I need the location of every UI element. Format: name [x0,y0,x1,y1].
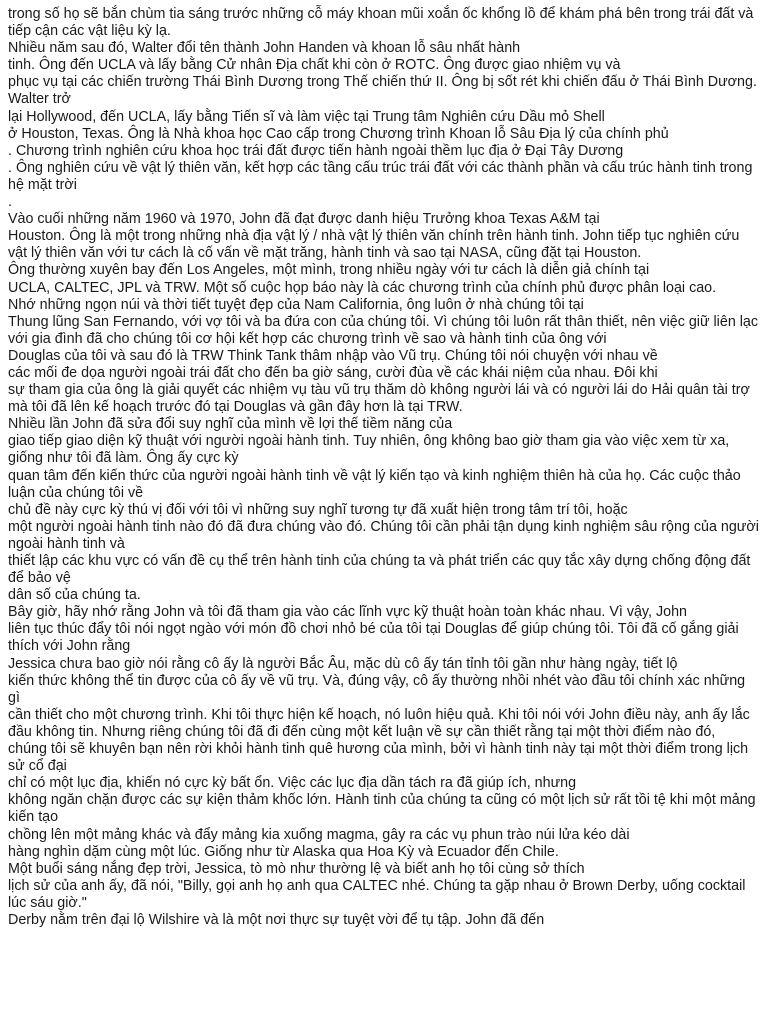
text-line: Nhiều năm sau đó, Walter đổi tên thành John Handen và khoan lỗ sâu nhất hành [8,40,521,57]
text-line: lịch sử của anh ấy, đã nói, "Billy, gọi anh họ anh qua CALTEC nhé. Chúng ta gặp nhau ở Brown Derby, uống cocktail lúc sáu giờ." [8,877,746,911]
text-line: Derby nằm trên đại lộ Wilshire và là một nơi thực sự tuyệt vời để tụ tập. John đã đến [8,911,545,928]
text-line: . Ông nghiên cứu về vật lý thiên văn, kết hợp các tầng cấu trúc trái đất với các thành phần và cấu trúc hành tinh trong hệ mặt trời [8,159,753,193]
text-line: không ngăn chặn được các sự kiện thảm khốc lớn. Hành tinh của chúng ta cũng có một lịch sử rất tồi tệ khi một mảng kiến tạo [8,792,756,826]
text-line: thiết lập các khu vực có vấn đề cụ thể trên hành tinh của chúng ta và phát triển các quy tắc xây dựng chống động đất để bảo vệ [8,553,751,587]
text-line: các mối đe dọa người ngoài trái đất cho đến ba giờ sáng, cười đùa về các khái niệm của nhau. Đôi khi [8,364,658,381]
text-line: kiến thức không thể tin được của cô ấy về vũ trụ. Và, đúng vậy, cô ấy thường nhồi nhét vào đầu tôi chính xác những gì [8,672,746,706]
text-line: giao tiếp giao diện kỹ thuật với người ngoài hành tinh. Tuy nhiên, ông không bao giờ tham gia vào việc xem từ xa, giống như tôi đã làm. Ông ấy cực kỳ [8,433,730,467]
text-line: Nhớ những ngọn núi và thời tiết tuyệt đẹp của Nam California, ông luôn ở nhà chúng tôi tại [8,296,584,313]
text-line: UCLA, CALTEC, JPL và TRW. Một số cuộc họp báo này là các chương trình của chính phủ được phân loại cao. [8,279,717,296]
text-line: liên tục thúc đẩy tôi nói ngọt ngào với món đồ chơi nhỏ bé của tôi tại Douglas để giúp chúng tôi. Tôi đã cố gắng giải thích với John rằng [8,621,739,655]
text-line: Ông thường xuyên bay đến Los Angeles, một mình, trong nhiều ngày với tư cách là diễn giả chính tại [8,262,650,279]
text-line: đầu không tin. Nhưng riêng chúng tôi đã đi đến cùng một kết luận về sự cần thiết rằng tại một thời điểm nào đó, [8,723,716,740]
text-line: một người ngoài hành tinh nào đó đã đưa chúng vào đó. Chúng tôi cần phải tận dụng kinh nghiệm sâu rộng của người ngoài hành tinh và [8,518,759,552]
text-line: mà tôi đã lên kế hoạch trước đó tại Douglas và gần đây hơn là tại TRW. [8,399,463,416]
text-line: phục vụ tại các chiến trường Thái Bình Dương trong Thế chiến thứ II. Ông bị sốt rét khi chiến đấu ở Thái Bình Dương. Walter trở [8,74,757,108]
text-line: Nhiều lần John đã sửa đổi suy nghĩ của mình về lợi thế tiềm năng của [8,416,453,433]
text-line: chúng tôi sẽ khuyên bạn nên rời khỏi hành tinh quê hương của mình, bởi vì hành tinh này tại một thời điểm trong lịch sử cổ đại [8,741,749,775]
text-line: Jessica chưa bao giờ nói rằng cô ấy là người Bắc Âu, mặc dù cô ấy tán tỉnh tôi gần như hàng ngày, tiết lộ [8,655,678,672]
text-line: hàng nghìn dặm cùng một lúc. Giống như từ Alaska qua Hoa Kỳ và Ecuador đến Chile. [8,843,559,860]
text-line: chồng lên một mảng khác và đẩy mảng kia xuống magma, gây ra các vụ phun trào núi lửa kéo dài [8,826,630,843]
text-line: chủ đề này cực kỳ thú vị đối với tôi vì những suy nghĩ tương tự đã xuất hiện trong tâm trí tôi, hoặc [8,501,628,518]
text-line: tinh. Ông đến UCLA và lấy bằng Cử nhân Địa chất khi còn ở ROTC. Ông được giao nhiệm vụ và [8,57,621,74]
text-line: . Chương trình nghiên cứu khoa học trái đất được tiến hành ngoài thềm lục địa ở Đại Tây Dương [8,142,624,159]
text-line: lại Hollywood, đến UCLA, lấy bằng Tiến sĩ và làm việc tại Trung tâm Nghiên cứu Dầu mỏ Shell [8,108,605,125]
text-line: . [8,194,12,211]
text-line: dân số của chúng ta. [8,587,141,604]
text-line: Douglas của tôi và sau đó là TRW Think Tank thâm nhập vào Vũ trụ. Chúng tôi nói chuyện với nhau về [8,347,658,364]
text-line: Bây giờ, hãy nhớ rằng John và tôi đã tham gia vào các lĩnh vực kỹ thuật hoàn toàn khác nhau. Vì vậy, John [8,604,687,621]
text-line: sự tham gia của ông là giải quyết các nhiệm vụ tàu vũ trụ thăm dò không người lái và có người lái do Hải quân tài trợ [8,382,750,399]
text-line: quan tâm đến kiến thức của người ngoài hành tinh về vật lý kiến tạo và kinh nghiệm thiên hà của họ. Các cuộc thảo luận của chúng tôi về [8,467,741,501]
text-line: cần thiết cho một chương trình. Khi tôi thực hiện kế hoạch, nó luôn hiệu quả. Khi tôi nói với John điều này, anh ấy lắc [8,706,750,723]
text-line: trong số họ sẽ bắn chùm tia sáng trước những cỗ máy khoan mũi xoắn ốc khổng lồ để khám phá bên trong trái đất và tiếp cận các vật liệu kỳ lạ. [8,6,754,40]
text-line: Houston. Ông là một trong những nhà địa vật lý / nhà vật lý thiên văn chính trên hành tinh. John tiếp tục nghiên cứu vật lý thiên văn với tư cách là cố vấn về mặt trăng, hành tinh và sao tại NASA, cũng đặt tại Houston. [8,228,740,262]
text-line: với gia đình đã cho chúng tôi cơ hội kết hợp các chương trình về sao và hành tinh của ông với [8,330,607,347]
text-line: chỉ có một lục địa, khiến nó cực kỳ bất ổn. Việc các lục địa dần tách ra đã giúp ích, nhưng [8,775,577,792]
text-line: Một buổi sáng nắng đẹp trời, Jessica, tò mò như thường lệ và biết anh họ tôi cùng sở thích [8,860,585,877]
text-line: Thung lũng San Fernando, với vợ tôi và ba đứa con của chúng tôi. Vì chúng tôi luôn rất thân thiết, nên việc giữ liên lạc [8,313,759,330]
text-line: ở Houston, Texas. Ông là Nhà khoa học Cao cấp trong Chương trình Khoan lỗ Sâu Địa lý của chính phủ [8,125,669,142]
text-line: Vào cuối những năm 1960 và 1970, John đã đạt được danh hiệu Trưởng khoa Texas A&M tại [8,211,600,228]
